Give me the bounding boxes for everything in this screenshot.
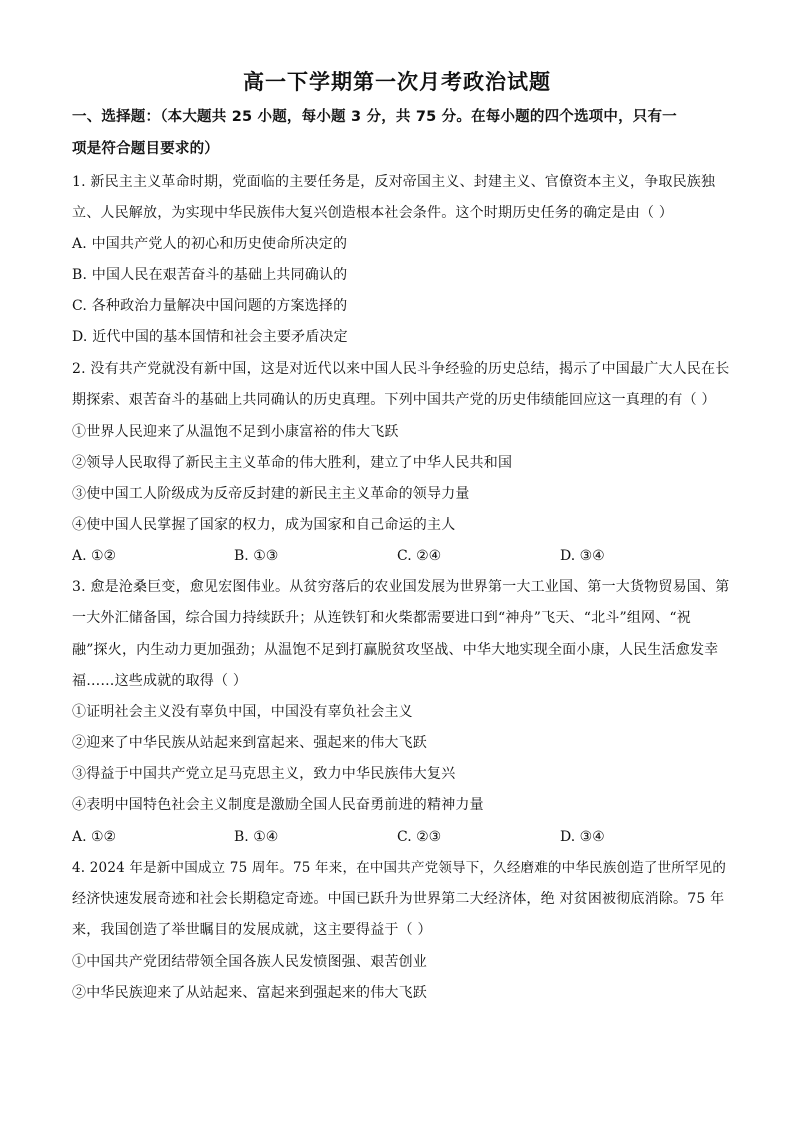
section-heading-line-2: 项是符合题目要求的）: [72, 141, 219, 157]
q2-choice-c: C. ②④: [397, 548, 442, 564]
q2-choice-a: A. ①②: [72, 548, 117, 564]
q4-item-2: ②中华民族迎来了从站起来、富起来到强起来的伟大飞跃: [72, 985, 427, 1001]
section-heading-line-1: 一、选择题：（本大题共 25 小题，每小题 3 分，共 75 分。在每小题的四个选项中，只有一: [72, 109, 677, 125]
q2-stem-line-1: 2. 没有共产党就没有新中国，这是对近代以来中国人民斗争经验的历史总结，揭示了中国最广大人民在长: [72, 361, 730, 377]
q3-stem-line-4: 福……这些成就的取得（ ）: [72, 673, 248, 689]
q3-stem-line-2: 一大外汇储备国，综合国力持续跃升；从连铁钉和火柴都需要进口到“神舟”飞天、“北斗”组网、“祝: [72, 610, 691, 626]
q1-option-c: C. 各种政治力量解决中国问题的方案选择的: [72, 298, 348, 314]
q2-choice-d: D. ③④: [560, 548, 605, 564]
q3-choice-c: C. ②③: [397, 829, 442, 845]
q4-stem-line-3: 来，我国创造了举世瞩目的发展成就，这主要得益于（ ）: [72, 922, 432, 938]
q2-item-2: ②领导人民取得了新民主主义革命的伟大胜利，建立了中华人民共和国: [72, 455, 513, 471]
q3-stem-line-1: 3. 愈是沧桑巨变，愈见宏图伟业。从贫穷落后的农业国发展为世界第一大工业国、第一大货物贸易国、第: [72, 579, 730, 595]
q2-stem-line-2: 期探索、艰苦奋斗的基础上共同确认的历史真理。下列中国共产党的历史伟绩能回应这一真理的有（ ）: [72, 392, 716, 408]
q2-item-1: ①世界人民迎来了从温饱不足到小康富裕的伟大飞跃: [72, 424, 399, 440]
q3-choice-a: A. ①②: [72, 829, 117, 845]
q4-item-1: ①中国共产党团结带领全国各族人民发愤图强、艰苦创业: [72, 954, 427, 970]
q4-stem-line-2: 经济快速发展奇迹和社会长期稳定奇迹。中国已跃升为世界第二大经济体，绝 对贫困被彻底消除。75 年: [72, 891, 725, 907]
q2-item-4: ④使中国人民掌握了国家的权力，成为国家和自己命运的主人: [72, 517, 456, 533]
q1-stem-line-1: 1. 新民主主义革命时期，党面临的主要任务是，反对帝国主义、封建主义、官僚资本主义，争取民族独: [72, 174, 716, 190]
q3-stem-line-3: 融”探火，内生动力更加强劲；从温饱不足到打赢脱贫攻坚战、中华大地实现全面小康，人民生活愈发幸: [72, 642, 719, 658]
page-title: 高一下学期第一次月考政治试题: [243, 70, 551, 94]
q2-choice-b: B. ①③: [234, 548, 279, 564]
q3-item-1: ①证明社会主义没有辜负中国，中国没有辜负社会主义: [72, 704, 413, 720]
q1-option-a: A. 中国共产党人的初心和历史使命所决定的: [72, 236, 348, 252]
q1-option-b: B. 中国人民在艰苦奋斗的基础上共同确认的: [72, 267, 348, 283]
q2-item-3: ③使中国工人阶级成为反帝反封建的新民主主义革命的领导力量: [72, 486, 470, 502]
q1-option-d: D. 近代中国的基本国情和社会主要矛盾决定: [72, 329, 348, 345]
q1-stem-line-2: 立、人民解放，为实现中华民族伟大复兴创造根本社会条件。这个时期历史任务的确定是由（ ）: [72, 205, 674, 221]
q3-item-2: ②迎来了中华民族从站起来到富起来、强起来的伟大飞跃: [72, 735, 427, 751]
q4-stem-line-1: 4. 2024 年是新中国成立 75 周年。75 年来，在中国共产党领导下，久经磨难的中华民族创造了世所罕见的: [72, 860, 727, 876]
q3-item-3: ③得益于中国共产党立足马克思主义，致力中华民族伟大复兴: [72, 766, 456, 782]
q3-choice-d: D. ③④: [560, 829, 605, 845]
q3-choice-b: B. ①④: [234, 829, 279, 845]
q3-item-4: ④表明中国特色社会主义制度是激励全国人民奋勇前进的精神力量: [72, 797, 484, 813]
